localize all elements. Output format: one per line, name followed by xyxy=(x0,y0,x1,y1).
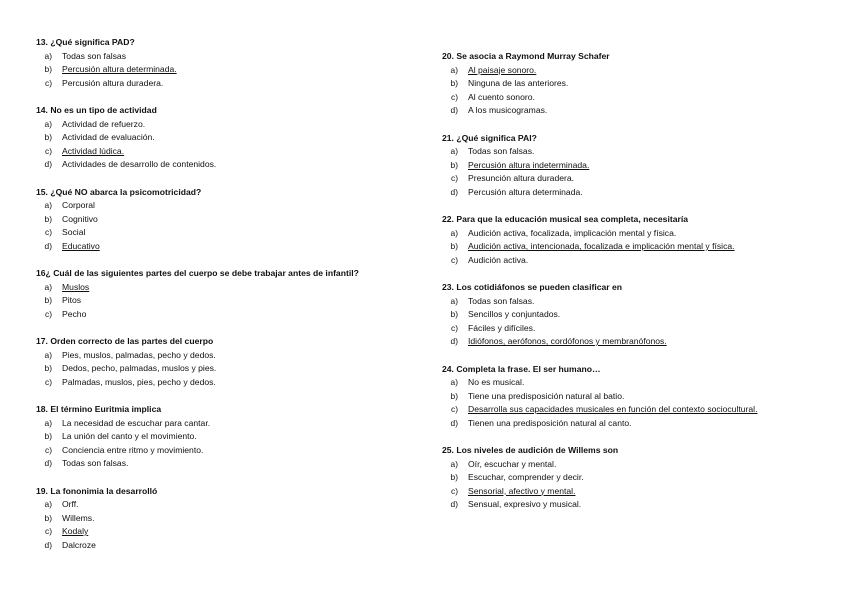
option-letter: a) xyxy=(44,50,52,61)
option-text: Dedos, pecho, palmadas, muslos y pies. xyxy=(62,363,217,373)
option-text: Percusión altura determinada. xyxy=(468,186,583,197)
option-letter: a) xyxy=(44,349,52,360)
option-letter: b) xyxy=(450,159,458,170)
option-text: Conciencia entre ritmo y movimiento. xyxy=(62,444,204,455)
answer-option xyxy=(36,525,426,539)
option-text-correct: Al paisaje sonoro. xyxy=(468,64,537,75)
question-block xyxy=(36,335,426,389)
question-title: 20. Se asocia a Raymond Murray Schafer xyxy=(442,51,610,61)
option-text: Actividad de evaluación. xyxy=(62,132,155,142)
question-title: 19. La fononimia la desarrolló xyxy=(36,485,158,496)
answer-option xyxy=(36,349,426,363)
option-text-correct: Muslos xyxy=(62,281,90,292)
question-block xyxy=(442,213,832,267)
answer-option xyxy=(442,77,832,91)
answer-option xyxy=(442,403,832,417)
option-letter: d) xyxy=(450,499,458,509)
option-text-correct: Percusión altura determinada. xyxy=(62,64,177,74)
option-letter: c) xyxy=(451,91,458,102)
option-letter: c) xyxy=(45,444,52,455)
option-text: Presunción altura duradera. xyxy=(468,173,575,183)
option-text: Corporal xyxy=(62,200,95,210)
option-letter: c) xyxy=(451,254,458,265)
option-letter: c) xyxy=(45,145,52,156)
option-text: Tienen una predisposición natural al canto. xyxy=(468,417,632,428)
option-text-correct: Audición activa, intencionada, focalizada e implicación mental y física. xyxy=(468,241,735,251)
right-column xyxy=(442,50,832,526)
option-text-correct: Kodaly xyxy=(62,526,89,536)
option-letter: d) xyxy=(450,105,458,115)
question-title: 22. Para que la educación musical sea completa, necesitaría xyxy=(442,214,688,224)
option-text: Todas son falsas. xyxy=(468,146,535,156)
option-text-correct: Actividad lúdica. xyxy=(62,145,125,156)
option-text-correct: Idiófonos, aerófonos, cordófonos y membranófonos. xyxy=(468,336,667,346)
question-block xyxy=(442,444,832,512)
answer-option xyxy=(442,227,832,241)
option-text-correct: Sensorial, afectivo y mental. xyxy=(468,485,576,496)
question-block xyxy=(442,50,832,118)
option-letter: c) xyxy=(451,322,458,333)
option-text: Pies, muslos, palmadas, pecho y dedos. xyxy=(62,349,216,360)
answer-option xyxy=(36,50,426,64)
option-letter: d) xyxy=(44,159,52,169)
option-letter: b) xyxy=(44,295,52,305)
answer-option xyxy=(442,104,832,118)
option-text: Social xyxy=(62,227,86,237)
question-block xyxy=(36,104,426,172)
answer-option xyxy=(36,294,426,308)
answer-option xyxy=(36,226,426,240)
option-text-correct: Educativo xyxy=(62,240,100,251)
answer-option xyxy=(36,63,426,77)
option-letter: c) xyxy=(451,485,458,496)
option-text: Orff. xyxy=(62,499,79,509)
option-letter: c) xyxy=(451,404,458,414)
option-text: Pecho xyxy=(62,308,87,319)
answer-option xyxy=(442,335,832,349)
question-title: 13. ¿Qué significa PAD? xyxy=(36,37,135,47)
option-text: Percusión altura duradera. xyxy=(62,77,164,88)
option-letter: b) xyxy=(44,363,52,373)
question-block xyxy=(36,36,426,90)
answer-option xyxy=(442,172,832,186)
option-letter: a) xyxy=(450,295,458,306)
answer-option xyxy=(36,362,426,376)
option-text: Fáciles y difíciles. xyxy=(468,322,536,333)
option-letter: c) xyxy=(45,526,52,536)
option-text: Actividad de refuerzo. xyxy=(62,118,146,129)
answer-option xyxy=(36,145,426,159)
option-text: Escuchar, comprender y decir. xyxy=(468,472,584,482)
answer-option xyxy=(36,213,426,227)
option-letter: b) xyxy=(450,241,458,251)
answer-option xyxy=(36,498,426,512)
option-text: Sensual, expresivo y musical. xyxy=(468,499,582,509)
question-title: 14. No es un tipo de actividad xyxy=(36,105,157,115)
option-text: Todas son falsas xyxy=(62,50,127,61)
option-letter: c) xyxy=(451,173,458,183)
option-text: Oír, escuchar y mental. xyxy=(468,458,557,469)
option-letter: c) xyxy=(45,376,52,387)
option-text: Cognitivo xyxy=(62,213,98,224)
option-text: Audición activa, focalizada, implicación mental y física. xyxy=(468,227,677,238)
option-letter: d) xyxy=(44,539,52,550)
answer-option xyxy=(36,308,426,322)
option-text: Dalcroze xyxy=(62,539,96,550)
question-title: 24. Completa la frase. El ser humano… xyxy=(442,363,601,374)
option-text: Palmadas, muslos, pies, pecho y dedos. xyxy=(62,376,216,387)
option-letter: d) xyxy=(450,186,458,197)
answer-option xyxy=(442,485,832,499)
answer-option xyxy=(36,512,426,526)
answer-option xyxy=(442,254,832,268)
option-letter: a) xyxy=(450,458,458,469)
answer-option xyxy=(36,539,426,553)
option-letter: a) xyxy=(450,146,458,156)
question-title: 25. Los niveles de audición de Willems son xyxy=(442,445,619,455)
option-letter: b) xyxy=(44,213,52,224)
answer-option xyxy=(36,77,426,91)
option-letter: c) xyxy=(45,227,52,237)
question-title: 16¿ Cuál de las siguientes partes del cuerpo se debe trabajar antes de infantil? xyxy=(36,268,359,278)
answer-option xyxy=(442,186,832,200)
option-letter: a) xyxy=(44,200,52,210)
question-block xyxy=(442,281,832,349)
option-letter: b) xyxy=(450,309,458,319)
option-text: Actividades de desarrollo de contenidos. xyxy=(62,159,217,169)
option-letter: b) xyxy=(44,512,52,523)
option-letter: b) xyxy=(44,132,52,142)
answer-option xyxy=(442,159,832,173)
answer-option xyxy=(36,417,426,431)
answer-option xyxy=(36,240,426,254)
answer-option xyxy=(442,390,832,404)
option-text: Willems. xyxy=(62,512,95,523)
option-letter: d) xyxy=(450,417,458,428)
option-text: Ninguna de las anteriores. xyxy=(468,78,569,88)
question-block xyxy=(36,485,426,553)
answer-option xyxy=(442,308,832,322)
option-letter: c) xyxy=(45,77,52,88)
option-letter: b) xyxy=(44,64,52,74)
option-text: Audición activa. xyxy=(468,254,529,265)
option-text: Sencillos y conjuntados. xyxy=(468,309,561,319)
answer-option xyxy=(36,118,426,132)
option-letter: a) xyxy=(450,227,458,238)
answer-option xyxy=(442,295,832,309)
answer-option xyxy=(36,457,426,471)
answer-option xyxy=(36,281,426,295)
option-letter: c) xyxy=(45,308,52,319)
option-text: No es musical. xyxy=(468,377,525,387)
answer-option xyxy=(442,498,832,512)
option-letter: b) xyxy=(44,431,52,441)
option-letter: d) xyxy=(44,458,52,468)
answer-option xyxy=(442,91,832,105)
answer-option xyxy=(36,199,426,213)
question-title: 17. Orden correcto de las partes del cuerpo xyxy=(36,336,214,346)
answer-option xyxy=(442,417,832,431)
answer-option xyxy=(36,158,426,172)
option-letter: b) xyxy=(450,78,458,88)
option-text-correct: Desarrolla sus capacidades musicales en función del contexto sociocultural. xyxy=(468,404,758,414)
option-letter: a) xyxy=(44,281,52,292)
answer-option xyxy=(442,240,832,254)
answer-option xyxy=(442,64,832,78)
question-block xyxy=(36,267,426,321)
option-letter: b) xyxy=(450,472,458,482)
option-letter: a) xyxy=(44,499,52,509)
answer-option xyxy=(442,471,832,485)
question-title: 18. El término Euritmia implica xyxy=(36,404,162,414)
option-text: Todas son falsas. xyxy=(468,295,535,306)
question-title: 23. Los cotidiáfonos se pueden clasificar en xyxy=(442,282,623,292)
option-text: La unión del canto y el movimiento. xyxy=(62,431,197,441)
answer-option xyxy=(442,322,832,336)
question-block xyxy=(36,403,426,471)
question-title: 15. ¿Qué NO abarca la psicomotricidad? xyxy=(36,186,202,197)
option-letter: d) xyxy=(450,336,458,346)
option-text: La necesidad de escuchar para cantar. xyxy=(62,417,211,428)
answer-option xyxy=(442,376,832,390)
answer-option xyxy=(36,131,426,145)
option-text: Pitos xyxy=(62,295,82,305)
option-text: Tiene una predisposición natural al batio. xyxy=(468,390,625,401)
question-title: 21. ¿Qué significa PAI? xyxy=(442,132,537,143)
option-letter: d) xyxy=(44,240,52,251)
option-letter: a) xyxy=(44,118,52,129)
option-text-correct: Percusión altura indeterminada. xyxy=(468,159,590,170)
left-column xyxy=(36,36,426,566)
option-letter: a) xyxy=(450,64,458,75)
option-text: A los musicogramas. xyxy=(468,105,548,115)
answer-option xyxy=(442,458,832,472)
option-text: Todas son falsas. xyxy=(62,458,129,468)
option-letter: a) xyxy=(44,417,52,428)
answer-option xyxy=(442,145,832,159)
answer-option xyxy=(36,430,426,444)
option-letter: a) xyxy=(450,377,458,387)
option-letter: b) xyxy=(450,390,458,401)
option-text: Al cuento sonoro. xyxy=(468,91,535,102)
answer-option xyxy=(36,444,426,458)
question-block xyxy=(442,363,832,431)
question-block xyxy=(36,186,426,254)
question-block xyxy=(442,132,832,200)
answer-option xyxy=(36,376,426,390)
